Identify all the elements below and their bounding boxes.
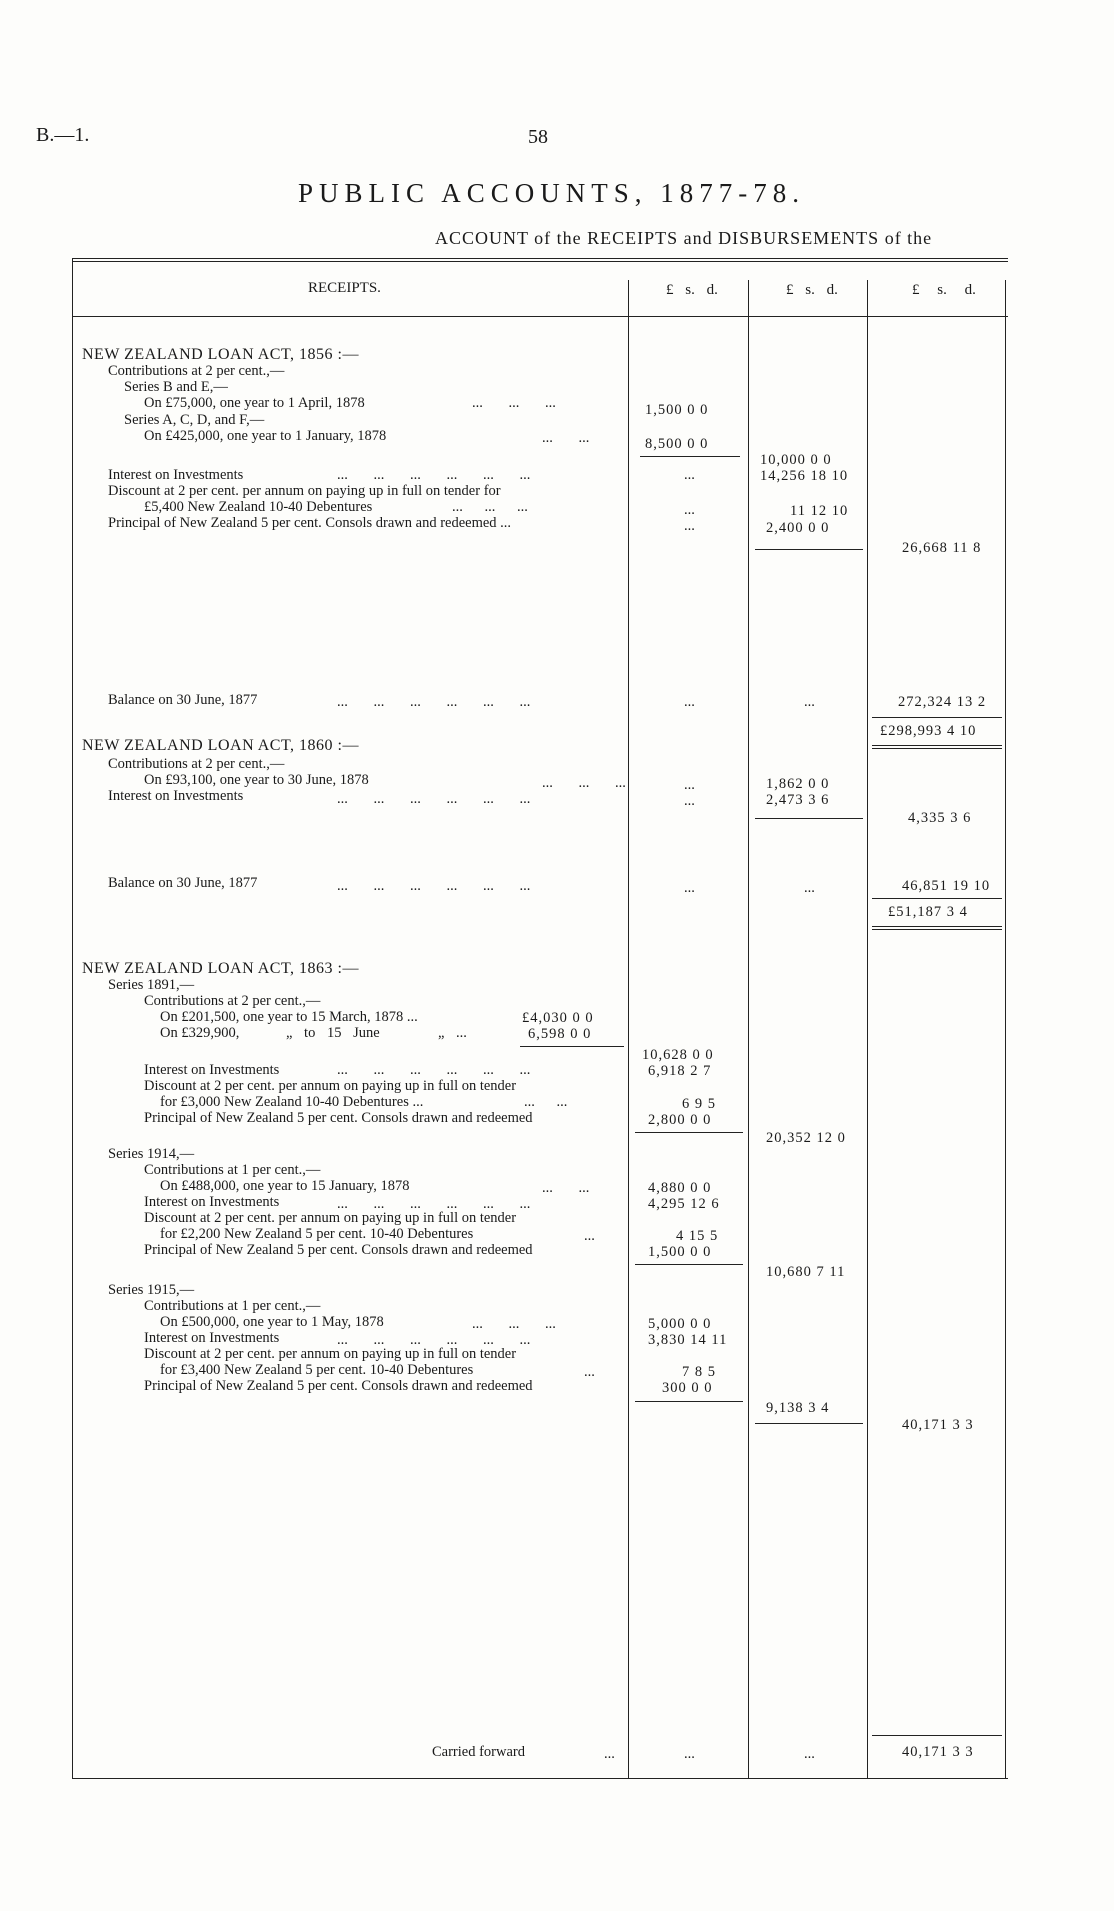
series-1914-discount-2: for £2,200 New Zealand 5 per cent. 10-40 Debentures: [160, 1226, 474, 1242]
act-1856-balance-dots: ... ... ... ... ... ...: [337, 694, 531, 710]
act-1856-discount-2: £5,400 New Zealand 10-40 Debentures: [144, 499, 373, 515]
series-1891-line1-amount: £4,030 0 0: [522, 1010, 594, 1026]
act-1856-balance-c1: ...: [684, 694, 695, 710]
act-1856-balance-amount: 272,324 13 2: [898, 694, 987, 710]
act-1856-discount-1: Discount at 2 per cent. per annum on paying up in full on tender for: [108, 483, 501, 499]
series-1915-line1-amount: 5,000 0 0: [648, 1316, 712, 1332]
series-1891-total: 20,352 12 0: [766, 1130, 846, 1146]
carried-forward-amount: 40,171 3 3: [902, 1744, 974, 1760]
table-top-rule-2: [72, 261, 1008, 262]
act-1856-line2-dots: ... ...: [542, 430, 590, 446]
act-1856-balance-c2: ...: [804, 694, 815, 710]
series-1915-total: 9,138 3 4: [766, 1400, 830, 1416]
receipts-heading: RECEIPTS.: [308, 280, 381, 296]
series-1914-total: 10,680 7 11: [766, 1264, 846, 1280]
series-1915-line1-dots: ... ... ...: [472, 1316, 556, 1332]
act-1860-total: 4,335 3 6: [908, 810, 972, 826]
act-1856-interest-amount: 14,256 18 10: [760, 468, 849, 484]
act-1856-grand-rule: [872, 717, 1002, 718]
series-1914-interest-dots: ... ... ... ... ... ...: [337, 1196, 531, 1212]
series-1891-line2-mid: „ to 15 June: [286, 1025, 380, 1041]
series-1914-line1: On £488,000, one year to 15 January, 1878: [160, 1178, 410, 1194]
act-1856-discount-c1: ...: [684, 502, 695, 518]
series-1891-interest-dots: ... ... ... ... ... ...: [337, 1062, 531, 1078]
act-1856-interest: Interest on Investments: [108, 467, 244, 483]
carried-forward-c1: ...: [684, 1746, 695, 1762]
series-1914-label: Series 1914,—: [108, 1146, 195, 1162]
carried-forward-label: Carried forward: [432, 1744, 525, 1760]
series-1914-interest: Interest on Investments: [144, 1194, 280, 1210]
act-1863-total: 40,171 3 3: [902, 1417, 974, 1433]
col-divider-3: [867, 280, 868, 1778]
act-1860-grand-total: £51,187 3 4: [888, 904, 968, 920]
series-1891-discount-2: for £3,000 New Zealand 10-40 Debentures ...: [160, 1094, 424, 1110]
act-1860-line1-c1: ...: [684, 777, 695, 793]
act-1860-contrib: Contributions at 2 per cent.,—: [108, 756, 285, 772]
act-1856-title: NEW ZEALAND LOAN ACT, 1856 :—: [82, 346, 359, 363]
series-1891-contrib-total: 10,628 0 0: [642, 1047, 714, 1063]
act-1860-grand-rule: [872, 898, 1002, 899]
series-1891-principal-amount: 2,800 0 0: [648, 1112, 712, 1128]
series-1891-total-rule: [635, 1132, 743, 1133]
series-1915-total-rule: [635, 1401, 743, 1402]
series-1891-principal: Principal of New Zealand 5 per cent. Consols drawn and redeemed: [144, 1110, 533, 1126]
series-1915-discount-1: Discount at 2 per cent. per annum on paying up in full on tender: [144, 1346, 517, 1362]
series-1891-discount-1: Discount at 2 per cent. per annum on paying up in full on tender: [144, 1078, 517, 1094]
carried-forward-dots: ...: [604, 1746, 615, 1762]
series-1891-line2-mid2: „ ...: [438, 1025, 467, 1041]
page-number: 58: [528, 126, 548, 148]
act-1860-balance-dots: ... ... ... ... ... ...: [337, 878, 531, 894]
act-1856-line2: On £425,000, one year to 1 January, 1878: [144, 428, 387, 444]
series-1914-line1-dots: ... ...: [542, 1180, 590, 1196]
act-1860-interest: Interest on Investments: [108, 788, 244, 804]
carried-forward-rule: [872, 1735, 1002, 1736]
act-1856-line1: On £75,000, one year to 1 April, 1878: [144, 395, 365, 411]
col3-heading: £ s. d.: [912, 282, 976, 298]
act-1856-interest-dots: ... ... ... ... ... ...: [337, 467, 531, 483]
series-1914-contrib: Contributions at 1 per cent.,—: [144, 1162, 321, 1178]
act-1856-grand-double-2: [872, 748, 1002, 749]
series-1915-principal: Principal of New Zealand 5 per cent. Consols drawn and redeemed: [144, 1378, 533, 1394]
act-1856-grand-double-1: [872, 745, 1002, 746]
act-1856-balance: Balance on 30 June, 1877: [108, 692, 258, 708]
act-1856-line1-amount: 1,500 0 0: [645, 402, 709, 418]
act-1856-series-be: Series B and E,—: [124, 379, 228, 395]
series-1891-interest-amount: 6,918 2 7: [648, 1063, 712, 1079]
series-1891-label: Series 1891,—: [108, 977, 195, 993]
act-1856-total: 26,668 11 8: [902, 540, 982, 556]
page-code: B.—1.: [36, 124, 90, 146]
act-1860-balance-amount: 46,851 19 10: [902, 878, 991, 894]
act-1860-interest-amount: 2,473 3 6: [766, 792, 830, 808]
series-1891-line1: On £201,500, one year to 15 March, 1878 ...: [160, 1009, 418, 1025]
series-1915-interest-amount: 3,830 14 11: [648, 1332, 728, 1348]
act-1856-total-rule: [755, 549, 863, 550]
series-1891-line2-amount: 6,598 0 0: [528, 1026, 592, 1042]
table-bottom-rule: [72, 1778, 1008, 1779]
act-1856-contrib: Contributions at 2 per cent.,—: [108, 363, 285, 379]
act-1856-line2-amount: 8,500 0 0: [645, 436, 709, 452]
series-1915-interest: Interest on Investments: [144, 1330, 280, 1346]
series-1914-principal-amount: 1,500 0 0: [648, 1244, 712, 1260]
act-1856-subtotal: 10,000 0 0: [760, 452, 832, 468]
table-left-border: [72, 258, 73, 1778]
act-1856-subtotal-rule: [640, 456, 740, 457]
series-1891-discount-amount: 6 9 5: [682, 1096, 716, 1112]
act-1860-total-rule: [755, 818, 863, 819]
act-1860-title: NEW ZEALAND LOAN ACT, 1860 :—: [82, 737, 359, 754]
series-1915-line1: On £500,000, one year to 1 May, 1878: [160, 1314, 384, 1330]
table-top-rule: [72, 258, 1008, 259]
act-1863-total-rule: [755, 1423, 863, 1424]
act-1860-balance: Balance on 30 June, 1877: [108, 875, 258, 891]
series-1914-total-rule: [635, 1264, 743, 1265]
series-1915-discount-amount: 7 8 5: [682, 1364, 716, 1380]
carried-forward-c2: ...: [804, 1746, 815, 1762]
col-divider-2: [748, 280, 749, 1778]
series-1914-discount-amount: 4 15 5: [676, 1228, 719, 1244]
series-1915-discount-dots: ...: [584, 1364, 595, 1380]
act-1860-interest-dots: ... ... ... ... ... ...: [337, 791, 531, 807]
act-1856-principal-c1: ...: [684, 518, 695, 534]
act-1856-interest-c1: ...: [684, 467, 695, 483]
act-1860-interest-c1: ...: [684, 793, 695, 809]
series-1915-interest-dots: ... ... ... ... ... ...: [337, 1332, 531, 1348]
col-divider-1: [628, 280, 629, 1778]
series-1914-discount-1: Discount at 2 per cent. per annum on paying up in full on tender: [144, 1210, 517, 1226]
series-1891-line2: On £329,900,: [160, 1025, 240, 1041]
act-1860-balance-c2: ...: [804, 880, 815, 896]
series-1914-interest-amount: 4,295 12 6: [648, 1196, 720, 1212]
act-1856-grand-total: £298,993 4 10: [880, 723, 977, 739]
series-1914-principal: Principal of New Zealand 5 per cent. Consols drawn and redeemed: [144, 1242, 533, 1258]
act-1863-title: NEW ZEALAND LOAN ACT, 1863 :—: [82, 960, 359, 977]
series-1914-discount-dots: ...: [584, 1228, 595, 1244]
series-1915-label: Series 1915,—: [108, 1282, 195, 1298]
act-1856-principal-amount: 2,400 0 0: [766, 520, 830, 536]
act-1860-line1-amount: 1,862 0 0: [766, 776, 830, 792]
act-1860-balance-c1: ...: [684, 880, 695, 896]
col1-heading: £ s. d.: [666, 282, 718, 298]
series-1914-line1-amount: 4,880 0 0: [648, 1180, 712, 1196]
series-1915-principal-amount: 300 0 0: [662, 1380, 713, 1396]
series-1915-discount-2: for £3,400 New Zealand 5 per cent. 10-40 Debentures: [160, 1362, 474, 1378]
account-subtitle: ACCOUNT of the RECEIPTS and DISBURSEMENTS of the: [435, 228, 933, 248]
series-1891-discount-dots: ... ...: [524, 1094, 568, 1110]
act-1856-line1-dots: ... ... ...: [472, 395, 556, 411]
col-divider-4: [1005, 280, 1006, 1778]
act-1860-line1-dots: ... ... ...: [542, 775, 626, 791]
series-1915-contrib: Contributions at 1 per cent.,—: [144, 1298, 321, 1314]
series-1891-interest: Interest on Investments: [144, 1062, 280, 1078]
page-title: PUBLIC ACCOUNTS, 1877-78.: [298, 178, 806, 208]
act-1860-grand-double-2: [872, 929, 1002, 930]
act-1856-series-acdf: Series A, C, D, and F,—: [124, 412, 265, 428]
act-1856-discount-dots: ... ... ...: [452, 499, 528, 515]
act-1856-principal: Principal of New Zealand 5 per cent. Consols drawn and redeemed ...: [108, 515, 512, 531]
act-1860-grand-double-1: [872, 926, 1002, 927]
series-1891-contrib: Contributions at 2 per cent.,—: [144, 993, 321, 1009]
act-1856-discount-amount: 11 12 10: [790, 503, 849, 519]
series-1891-contrib-rule: [520, 1046, 624, 1047]
act-1860-line1: On £93,100, one year to 30 June, 1878: [144, 772, 369, 788]
col2-heading: £ s. d.: [786, 282, 838, 298]
